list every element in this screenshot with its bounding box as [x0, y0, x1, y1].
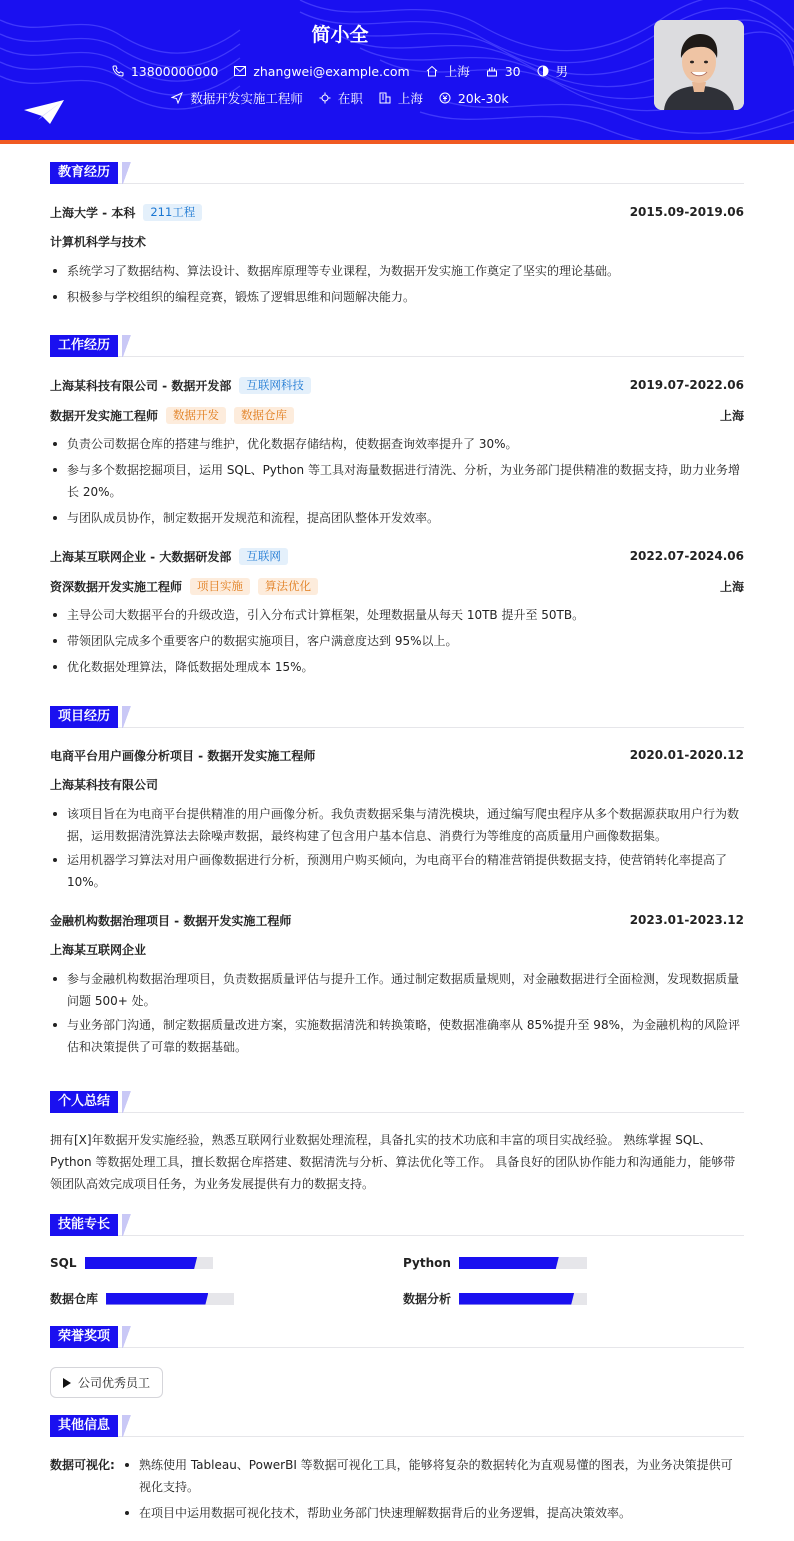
job-role: 资深数据开发实施工程师 [50, 579, 183, 594]
company-name: 上海某互联网企业 - 大数据研发部 [50, 549, 232, 564]
other-section [50, 1415, 744, 1524]
skill-name: Python [403, 1256, 451, 1270]
job-city: 上海 [719, 579, 744, 594]
project-entry [50, 910, 744, 1058]
candidate-name: 简小全 [311, 24, 369, 46]
list-item: 在项目中运用数据可视化技术，帮助业务部门快速理解数据背后的业务逻辑，提高决策效率。 [122, 1502, 744, 1524]
project-header-row [50, 745, 744, 765]
list-item: 运用机器学习算法对用户画像数据进行分析，预测用户购买倾向，为电商平台的精准营销提供数据支持，使营销转化率提高了 10%。 [50, 849, 744, 893]
school-name: 上海大学 - 本科 [50, 205, 136, 220]
section-header [50, 335, 744, 357]
section-header [50, 1091, 744, 1113]
list-item: 与业务部门沟通，制定数据质量改进方案，实施数据清洗和转换策略，使数据准确率从 85%提升至 98%，为金融机构的风险评估和决策提供了可靠的数据基础。 [50, 1014, 744, 1058]
job-bullets [50, 604, 744, 678]
project-name: 金融机构数据治理项目 - 数据开发实施工程师 [50, 913, 292, 928]
skill-bar [106, 1293, 234, 1305]
mail-icon [234, 66, 246, 76]
skill-item [50, 1290, 234, 1307]
project-company: 上海某科技有限公司 [50, 778, 159, 792]
summary-text: 拥有[X]年数据开发实施经验，熟悉互联网行业数据处理流程，具备扎实的技术功底和丰富的项目实战经验。 熟练掌握 SQL、Python 等数据处理工具，擅长数据仓库搭建、数据清洗与分析、算法优化等工作。 具备良好的团队协作能力和沟通能力，能够带领团队高效完成项目任务，为业务发展提供有力的数据支持。 [50, 1133, 736, 1191]
job-role-row [50, 405, 744, 425]
status-item [319, 89, 363, 107]
other-info-row [50, 1454, 744, 1524]
industry-tag: 互联网 [239, 548, 288, 565]
send-icon [171, 92, 183, 104]
work-section [50, 335, 744, 678]
target-city-text: 上海 [397, 91, 423, 106]
age-item [486, 64, 521, 79]
skill-name: SQL [50, 1256, 77, 1270]
email-item [234, 64, 409, 79]
job-city: 上海 [719, 408, 744, 423]
list-item: 负责公司数据仓库的搭建与维护，优化数据存储结构，使数据查询效率提升了 30%。 [50, 433, 744, 455]
job-role-row [50, 576, 744, 596]
job-bullets [50, 433, 744, 529]
section-title-tail [122, 1214, 136, 1236]
list-item: 优化数据处理算法，降低数据处理成本 15%。 [50, 656, 744, 678]
job-intent-row [0, 89, 680, 107]
skill-tag: 算法优化 [258, 578, 318, 595]
list-item: 带领团队完成多个重要客户的数据实施项目，客户满意度达到 95%以上。 [50, 630, 744, 652]
summary-section [50, 1091, 744, 1195]
job-header-row [50, 546, 744, 566]
section-title: 荣誉奖项 [50, 1326, 118, 1348]
project-entry [50, 745, 744, 893]
status-text: 在职 [337, 91, 363, 106]
list-item: 系统学习了数据结构、算法设计、数据库原理等专业课程，为数据开发实施工作奠定了坚实的理论基础。 [50, 260, 744, 282]
education-date: 2015.09-2019.06 [629, 205, 744, 219]
skill-bar-fill [459, 1257, 559, 1269]
section-title-tail [122, 162, 136, 184]
skill-bar [459, 1257, 587, 1269]
header-accent-bar [0, 140, 794, 144]
list-item: 主导公司大数据平台的升级改造，引入分布式计算框架，处理数据量从每天 10TB 提升至 50TB。 [50, 604, 744, 626]
phone-item [112, 64, 218, 79]
skill-bar-fill [106, 1293, 208, 1305]
cake-icon [486, 65, 498, 77]
section-title-tail [122, 335, 136, 357]
section-title: 个人总结 [50, 1091, 118, 1113]
salary-text: 20k-30k [457, 90, 509, 106]
section-title-tail [122, 706, 136, 728]
skill-tag: 项目实施 [190, 578, 250, 595]
skill-tag: 数据仓库 [234, 407, 294, 424]
job-date: 2019.07-2022.06 [629, 378, 744, 392]
list-item: 该项目旨在为电商平台提供精准的用户画像分析。我负责数据采集与清洗模块，通过编写爬虫程序从多个数据源获取用户行为数据，运用数据清洗算法去除噪声数据，最终构建了包含用户基本信息、消费行为等维度的高质量用户画像数据集。 [50, 803, 744, 847]
job-text: 数据开发实施工程师 [190, 91, 303, 106]
contact-row [0, 62, 680, 80]
award-name: 公司优秀员工 [78, 1376, 151, 1390]
section-title: 教育经历 [50, 162, 118, 184]
section-header [50, 162, 744, 184]
skill-name: 数据分析 [403, 1292, 452, 1306]
skill-item [403, 1256, 587, 1270]
major: 计算机科学与技术 [50, 235, 147, 249]
home-icon [426, 65, 438, 77]
salary-item [439, 91, 509, 106]
section-header [50, 1326, 744, 1348]
job-entry [50, 546, 744, 678]
list-item: 参与金融机构数据治理项目，负责数据质量评估与提升工作。通过制定数据质量规则，对金融数据进行全面检测，发现数据质量问题 500+ 处。 [50, 968, 744, 1012]
section-title-tail [122, 1091, 136, 1113]
project-date: 2020.01-2020.12 [629, 748, 744, 762]
skills-section [50, 1214, 744, 1236]
skill-bar [85, 1257, 213, 1269]
play-icon [63, 1378, 71, 1388]
age-text: 30 [504, 63, 521, 79]
project-date: 2023.01-2023.12 [629, 913, 744, 927]
list-item: 熟练使用 Tableau、PowerBI 等数据可视化工具，能够将复杂的数据转化为直观易懂的图表，为业务决策提供可视化支持。 [122, 1454, 744, 1498]
section-title: 工作经历 [50, 335, 118, 357]
job-entry [50, 375, 744, 529]
project-name: 电商平台用户画像分析项目 - 数据开发实施工程师 [50, 748, 316, 763]
section-header [50, 1415, 744, 1437]
education-section [50, 162, 744, 308]
list-item: 积极参与学校组织的编程竞赛，锻炼了逻辑思维和问题解决能力。 [50, 286, 744, 308]
gender-icon [537, 65, 549, 77]
skill-bar [459, 1293, 587, 1305]
job-header-row [50, 375, 744, 395]
skill-bar-fill [459, 1293, 574, 1305]
projects-section [50, 706, 744, 1058]
education-bullets [50, 260, 744, 308]
section-header [50, 1214, 744, 1236]
gender-text: 男 [555, 64, 569, 79]
location-item [426, 62, 470, 80]
status-icon [319, 92, 331, 104]
avatar [654, 20, 744, 110]
job-item [171, 89, 303, 107]
industry-tag: 互联网科技 [239, 377, 311, 394]
phone-text: 13800000000 [130, 63, 219, 79]
target-city-item [379, 89, 423, 107]
skill-tag: 数据开发 [166, 407, 226, 424]
award-badge [50, 1367, 163, 1398]
skill-item [403, 1290, 587, 1307]
other-info-label: 数据可视化: [50, 1458, 115, 1472]
skill-name: 数据仓库 [50, 1292, 99, 1306]
email-text: zhangwei@example.com [253, 63, 410, 79]
honors-section [50, 1326, 744, 1348]
building-icon [379, 92, 391, 104]
section-title-tail [122, 1326, 136, 1348]
avatar-photo [654, 20, 744, 110]
section-title: 技能专长 [50, 1214, 118, 1236]
project-bullets [50, 968, 744, 1058]
project-bullets [50, 803, 744, 893]
list-item: 与团队成员协作，制定数据开发规范和流程，提高团队整体开发效率。 [50, 507, 744, 529]
money-icon [439, 92, 451, 104]
job-role: 数据开发实施工程师 [50, 408, 159, 423]
section-title: 项目经历 [50, 706, 118, 728]
list-item: 参与多个数据挖掘项目，运用 SQL、Python 等工具对海量数据进行清洗、分析，为业务部门提供精准的数据支持，助力业务增长 20%。 [50, 459, 744, 503]
project-company: 上海某互联网企业 [50, 943, 147, 957]
section-title-tail [122, 1415, 136, 1437]
job-date: 2022.07-2024.06 [629, 549, 744, 563]
skill-item [50, 1256, 213, 1270]
phone-icon [112, 65, 124, 77]
company-name: 上海某科技有限公司 - 数据开发部 [50, 378, 232, 393]
other-info-bullets [122, 1454, 744, 1524]
location-text: 上海 [444, 64, 470, 79]
section-header [50, 706, 744, 728]
gender-item [537, 62, 569, 80]
resume-header [0, 0, 794, 140]
school-tag: 211工程 [143, 204, 202, 221]
education-row [50, 202, 744, 222]
section-title: 其他信息 [50, 1415, 118, 1437]
project-header-row [50, 910, 744, 930]
skill-bar-fill [85, 1257, 198, 1269]
